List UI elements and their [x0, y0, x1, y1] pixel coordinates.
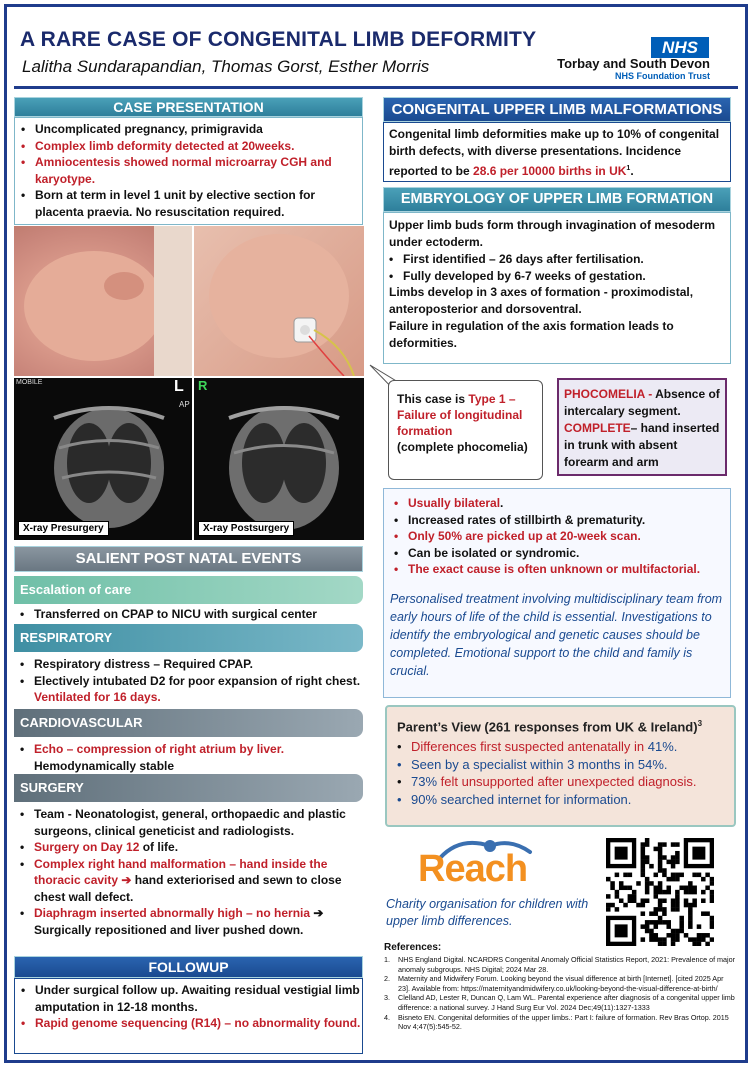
- xray-postsurgery: [194, 378, 364, 540]
- xray-mobile-label: MOBILE: [16, 379, 43, 386]
- qr-module: [658, 868, 663, 873]
- qr-module: [632, 890, 637, 895]
- qr-module: [654, 907, 659, 912]
- malf-text-end: .: [630, 164, 634, 178]
- qr-module: [688, 886, 693, 891]
- qr-module: [671, 933, 676, 938]
- qr-module: [641, 898, 646, 903]
- qr-module: [658, 898, 663, 903]
- qr-module: [645, 886, 650, 891]
- followup-header: FOLLOWUP: [14, 956, 363, 978]
- qr-module: [615, 907, 620, 912]
- ref-1: 1: [626, 165, 631, 172]
- fact-item: [388, 495, 726, 512]
- qr-module: [705, 873, 710, 878]
- qr-module: [662, 898, 667, 903]
- qr-module: [658, 864, 663, 869]
- qr-module: [654, 894, 659, 899]
- qr-module: [610, 886, 615, 891]
- fact-item: • Increased rates of stillbirth & prematurity.: [388, 512, 726, 529]
- qr-finder: [692, 847, 705, 860]
- qr-module: [701, 937, 706, 942]
- qr-module: [645, 881, 650, 886]
- qr-module: [675, 894, 680, 899]
- qr-module: [658, 855, 663, 860]
- qr-module: [671, 855, 676, 860]
- qr-module: [641, 868, 646, 873]
- qr-module: [658, 920, 663, 925]
- xray-post-image: [194, 378, 364, 540]
- qr-module: [662, 855, 667, 860]
- case-presentation-header: CASE PRESENTATION: [14, 97, 363, 117]
- qr-module: [692, 942, 697, 946]
- trust-name: Torbay and South Devon: [557, 56, 710, 71]
- qr-module: [688, 920, 693, 925]
- case-item: • Complex limb deformity detected at 20weeks.: [15, 138, 362, 155]
- qr-module: [641, 903, 646, 908]
- incidence-value: 28.6 per 10000 births in UK: [473, 164, 627, 178]
- qr-module: [684, 898, 689, 903]
- qr-module: [688, 881, 693, 886]
- qr-module: [658, 886, 663, 891]
- parent-item-text: felt unsupported after unexpected diagnosis.: [440, 774, 697, 790]
- qr-module: [692, 903, 697, 908]
- malformations-box: [383, 122, 731, 182]
- qr-module: [658, 890, 663, 895]
- xray-presurgery: [14, 378, 192, 540]
- qr-module: [641, 847, 646, 852]
- case-type-pre: This case is: [397, 392, 469, 406]
- qr-module: [662, 868, 667, 873]
- qr-module: [658, 903, 663, 908]
- resp-item: [14, 673, 363, 706]
- qr-module: [692, 898, 697, 903]
- parent-item: • Seen by a specialist within 3 months in 54%.: [391, 756, 730, 774]
- fact-item: • Only 50% are picked up at 20-week scan.: [388, 528, 726, 545]
- surgery-item: [14, 856, 363, 906]
- qr-module: [641, 842, 646, 847]
- arrow-right-icon: ➔: [121, 873, 132, 887]
- surgery-item: [14, 905, 363, 938]
- qr-module: [697, 873, 702, 878]
- qr-module: [692, 890, 697, 895]
- header-divider: [14, 86, 738, 89]
- qr-module: [671, 860, 676, 865]
- parent-item: [391, 773, 730, 791]
- qr-module: [610, 903, 615, 908]
- qr-module: [675, 890, 680, 895]
- qr-module: [641, 911, 646, 916]
- qr-finder: [615, 924, 628, 937]
- cardio-echo-text: Echo – compression of right atrium by liver.: [34, 742, 285, 756]
- qr-module: [654, 886, 659, 891]
- qr-module: [671, 903, 676, 908]
- parents-title: [391, 715, 730, 735]
- qr-module: [615, 890, 620, 895]
- qr-module: [615, 873, 620, 878]
- qr-module: [619, 898, 624, 903]
- case-item: • Uncomplicated pregnancy, primigravida: [15, 121, 362, 138]
- qr-module: [654, 890, 659, 895]
- reference-text: Bisneto EN. Congenital deformities of the upper limbs.: Part I: failure of formation. Rev Bras Ortop. 2015 Nov 4;47(5):545-52.: [398, 1012, 729, 1032]
- complete-heading: COMPLETE: [564, 421, 631, 435]
- case-item: • Amniocentesis showed normal microarray CGH and karyotype.: [15, 154, 362, 187]
- parent-item-pct: 41%.: [647, 739, 678, 755]
- respiratory-subheader: RESPIRATORY: [14, 624, 363, 652]
- qr-module: [710, 924, 714, 929]
- qr-module: [662, 920, 667, 925]
- qr-module: [692, 886, 697, 891]
- parent-item: • 90% searched internet for information.: [391, 791, 730, 809]
- qr-module: [623, 886, 628, 891]
- qr-module: [662, 937, 667, 942]
- qr-module: [623, 903, 628, 908]
- resp-item-2-text: Electively intubated D2 for poor expansion of right chest.: [34, 673, 361, 688]
- surgery-item: [14, 839, 363, 856]
- qr-module: [705, 886, 710, 891]
- qr-module: [671, 942, 676, 946]
- qr-module: [636, 881, 641, 886]
- parents-view-box: [385, 705, 736, 827]
- surgery-item: • Team - Neonatologist, general, orthopaedic and plastic surgeons, clinical geneticist and radiologists.: [14, 806, 363, 839]
- poster-title: A RARE CASE OF CONGENITAL LIMB DEFORMITY: [20, 28, 537, 51]
- ref-3: 3: [697, 719, 703, 728]
- reference-text: NHS England Digital. NCARDRS Congenital Anomaly Official Statistics Report, 2021: Prevalence of major anomaly subgroups. NHS Digital; 2024 Mar 28.: [398, 955, 736, 974]
- fact-item: • The exact cause is often unknown or multifactorial.: [388, 561, 726, 578]
- reach-logo: Reach: [418, 848, 528, 890]
- escalation-item: [14, 606, 363, 623]
- qr-module: [641, 855, 646, 860]
- fact-text: Usually bilateral: [408, 496, 501, 510]
- qr-module: [658, 907, 663, 912]
- qr-module: [662, 842, 667, 847]
- qr-module: [688, 937, 693, 942]
- qr-module: [628, 873, 633, 878]
- qr-module: [688, 924, 693, 929]
- escalation-text: Transferred on CPAP to NICU with surgical center: [34, 607, 317, 621]
- case-type-callout: [388, 380, 543, 480]
- qr-module: [701, 911, 706, 916]
- qr-module: [662, 890, 667, 895]
- reach-tagline: Charity organisation for children with upper limb differences.: [386, 897, 589, 928]
- qr-module: [666, 860, 671, 865]
- qr-module: [692, 873, 697, 878]
- fact-tail: .: [500, 496, 504, 510]
- qr-module: [632, 894, 637, 899]
- qr-module: [697, 937, 702, 942]
- qr-module: [645, 877, 650, 882]
- qr-module: [679, 886, 684, 891]
- qr-module: [697, 942, 702, 946]
- qr-module: [684, 886, 689, 891]
- infant-photo-1: [14, 226, 192, 376]
- phocomelia-def: Absence of intercalary segment.: [564, 387, 720, 418]
- qr-module: [654, 937, 659, 942]
- references-title: References:: [384, 942, 442, 953]
- qr-module: [658, 942, 663, 946]
- reference-item: 2. Maternity and Midwifery Forum. Looking beyond the visual difference at birth [Internet]. [cited 2025 Apr 23]. Available from: https://maternityandmidwifery.co.uk/looking-beyond-the-visual-difference-at-birth/: [384, 974, 724, 993]
- qr-module: [710, 881, 714, 886]
- qr-module: [671, 877, 676, 882]
- qr-module: [679, 873, 684, 878]
- authors: Lalitha Sundarapandian, Thomas Gorst, Esther Morris: [22, 57, 430, 76]
- qr-module: [710, 920, 714, 925]
- malf-text: Congenital limb deformities make up to 10% of congenital birth defects, with diverse presentations. Incidence reported to be: [389, 127, 720, 178]
- infant-photo-2-shape: [194, 226, 364, 376]
- diaphragm-text: Diaphragm inserted abnormally high – no hernia: [34, 906, 314, 920]
- qr-module: [615, 894, 620, 899]
- embryo-p2: Limbs develop in 3 axes of formation - proximodistal, anteroposterior and dorsoventral.: [389, 285, 694, 316]
- parent-item-text: Differences first suspected antenatally in: [411, 739, 648, 755]
- qr-module: [671, 842, 676, 847]
- surgery-day-tail: of life.: [139, 840, 179, 854]
- qr-module: [688, 903, 693, 908]
- fact-item: • Can be isolated or syndromic.: [388, 545, 726, 562]
- complete-def: – hand inserted in trunk with absent forearm and arm: [564, 421, 720, 469]
- qr-module: [671, 898, 676, 903]
- qr-module: [645, 924, 650, 929]
- qr-module: [688, 916, 693, 921]
- qr-module: [658, 847, 663, 852]
- embryology-header: EMBRYOLOGY OF UPPER LIMB FORMATION: [383, 187, 731, 212]
- qr-module: [705, 933, 710, 938]
- cardiovascular-subheader: CARDIOVASCULAR: [14, 709, 363, 737]
- qr-module: [636, 903, 641, 908]
- qr-module: [606, 907, 611, 912]
- qr-module: [671, 907, 676, 912]
- embryology-box: [383, 212, 731, 364]
- followup-item: • Under surgical follow up. Awaiting residual vestigial limb amputation in 12-18 months.: [15, 982, 362, 1015]
- qr-module: [649, 937, 654, 942]
- qr-module: [654, 920, 659, 925]
- qr-module: [671, 937, 676, 942]
- qr-module: [701, 933, 706, 938]
- qr-code[interactable]: [606, 838, 714, 946]
- qr-module: [675, 873, 680, 878]
- qr-module: [628, 894, 633, 899]
- qr-module: [666, 886, 671, 891]
- qr-module: [701, 877, 706, 882]
- qr-module: [666, 877, 671, 882]
- qr-module: [641, 937, 646, 942]
- qr-module: [649, 864, 654, 869]
- case-presentation-box: [14, 117, 363, 225]
- qr-module: [666, 924, 671, 929]
- qr-module: [710, 877, 714, 882]
- qr-module: [658, 916, 663, 921]
- qr-module: [610, 881, 615, 886]
- reference-item: 3. Clelland AD, Lester R, Duncan Q, Lam WL. Parental experience after diagnosis of a congenital upper limb difference: a national survey. J Hand Surg Eur Vol. 2024 Dec;49(11):1327-1333: [384, 993, 735, 1012]
- parent-item-pct: 73%: [411, 774, 441, 790]
- qr-module: [654, 847, 659, 852]
- qr-module: [710, 894, 714, 899]
- reference-text: Maternity and Midwifery Forum. Looking beyond the visual difference at birth [Internet]. [cited 2025 Apr 23]. Available from: https://maternityandmidwifery.co.uk/looking-beyond-the-visual-difference-at-birth/: [398, 974, 724, 993]
- qr-module: [697, 933, 702, 938]
- qr-module: [623, 873, 628, 878]
- qr-module: [641, 873, 646, 878]
- followup-item: • Rapid genome sequencing (R14) – no abnormality found.: [15, 1015, 362, 1032]
- case-item: • Born at term in level 1 unit by elective section for placenta praevia. No resuscitation required.: [15, 187, 362, 220]
- surgery-day: Surgery on Day 12: [34, 840, 140, 854]
- qr-module: [671, 864, 676, 869]
- qr-module: [649, 929, 654, 934]
- embryo-p3: Failure in regulation of the axis formation leads to deformities.: [389, 319, 674, 350]
- qr-module: [658, 881, 663, 886]
- infant-photo-2: [194, 226, 364, 376]
- resp-item: • Respiratory distress – Required CPAP.: [14, 656, 363, 673]
- qr-module: [641, 864, 646, 869]
- qr-module: [606, 894, 611, 899]
- qr-module: [684, 890, 689, 895]
- qr-module: [654, 933, 659, 938]
- qr-module: [645, 898, 650, 903]
- qr-module: [679, 916, 684, 921]
- qr-module: [688, 907, 693, 912]
- embryo-p1: Upper limb buds form through invagination of mesoderm under ectoderm.: [389, 218, 716, 249]
- qr-module: [688, 911, 693, 916]
- qr-module: [662, 873, 667, 878]
- arrow-right-icon: ➔: [313, 906, 324, 920]
- qr-module: [710, 937, 714, 942]
- qr-module: [675, 842, 680, 847]
- qr-module: [671, 873, 676, 878]
- qr-module: [619, 886, 624, 891]
- surgery-subheader: SURGERY: [14, 774, 363, 802]
- embryo-bullet: • First identified – 26 days after fertilisation.: [383, 251, 725, 268]
- qr-module: [705, 911, 710, 916]
- escalation-subheader: Escalation of care: [14, 576, 363, 604]
- case-type-value: Type 1 – Failure of longitudinal formation: [397, 392, 523, 438]
- qr-module: [645, 929, 650, 934]
- diaphragm-repositioned-text: Surgically repositioned and liver pushed down.: [34, 922, 304, 937]
- hand-malformation-text: Complex right hand malformation – hand inside the thoracic cavity: [34, 856, 328, 887]
- malformations-header: CONGENITAL UPPER LIMB MALFORMATIONS: [383, 97, 731, 122]
- parent-item: [391, 738, 730, 756]
- embryo-bullet: • Fully developed by 6-7 weeks of gestation.: [383, 268, 725, 285]
- qr-module: [641, 924, 646, 929]
- qr-module: [675, 860, 680, 865]
- parents-title-text: Parent’s View (261 responses from UK & Ireland): [397, 719, 698, 735]
- qr-module: [666, 890, 671, 895]
- qr-module: [675, 929, 680, 934]
- qr-module: [645, 838, 650, 843]
- qr-module: [641, 860, 646, 865]
- references-list: [384, 955, 736, 1032]
- qr-module: [641, 851, 646, 856]
- qr-module: [675, 907, 680, 912]
- trust-subtitle: NHS Foundation Trust: [615, 71, 710, 81]
- qr-module: [701, 890, 706, 895]
- qr-module: [684, 933, 689, 938]
- phocomelia-box: [557, 378, 727, 476]
- nhs-logo: NHS: [651, 37, 709, 58]
- qr-module: [688, 890, 693, 895]
- qr-module: [628, 886, 633, 891]
- qr-module: [662, 907, 667, 912]
- qr-module: [658, 851, 663, 856]
- qr-module: [697, 924, 702, 929]
- qr-module: [666, 933, 671, 938]
- qr-module: [645, 920, 650, 925]
- qr-module: [692, 937, 697, 942]
- qr-module: [628, 898, 633, 903]
- qr-module: [619, 881, 624, 886]
- qr-module: [658, 842, 663, 847]
- qr-module: [675, 903, 680, 908]
- xray-post-label: X-ray Postsurgery: [198, 521, 294, 536]
- salient-header: SALIENT POST NATAL EVENTS: [14, 546, 363, 572]
- xray-r-marker: R: [198, 378, 208, 393]
- qr-module: [671, 929, 676, 934]
- qr-module: [662, 911, 667, 916]
- xray-pre-label: X-ray Presurgery: [18, 521, 109, 536]
- qr-module: [654, 911, 659, 916]
- qr-module: [675, 851, 680, 856]
- qr-module: [705, 942, 710, 946]
- xray-l-marker: L: [174, 378, 184, 395]
- qr-module: [649, 933, 654, 938]
- qr-module: [606, 903, 611, 908]
- qr-module: [649, 911, 654, 916]
- qr-module: [679, 920, 684, 925]
- facts-italic: Personalised treatment involving multidisciplinary team from early hours of life of the child is essential. Investigations to identify the embryological and genetic causes should be completed. Emotional support to the child and family is crucial.: [390, 591, 723, 678]
- qr-module: [675, 933, 680, 938]
- phocomelia-heading: PHOCOMELIA -: [564, 387, 656, 401]
- qr-module: [684, 903, 689, 908]
- infant-photo-1-shape: [14, 226, 192, 376]
- facts-box: [383, 488, 731, 698]
- qr-module: [649, 881, 654, 886]
- xray-pre-image: [14, 378, 192, 540]
- xray-ap-label: AP: [179, 400, 190, 409]
- qr-module: [658, 860, 663, 865]
- reference-text: Clelland AD, Lester R, Duncan Q, Lam WL. Parental experience after diagnosis of a congenital upper limb difference: a national survey. J Hand Surg Eur Vol. 2024 Dec;49(11):1327-1333: [398, 993, 735, 1012]
- qr-module: [645, 855, 650, 860]
- qr-module: [662, 942, 667, 946]
- qr-module: [654, 924, 659, 929]
- qr-module: [679, 924, 684, 929]
- qr-module: [632, 898, 637, 903]
- qr-module: [645, 842, 650, 847]
- followup-box: [14, 978, 363, 1054]
- qr-module: [675, 855, 680, 860]
- qr-module: [701, 898, 706, 903]
- cardio-stable-text: Hemodynamically stable: [34, 758, 175, 773]
- qr-module: [679, 929, 684, 934]
- reference-item: 1. NHS England Digital. NCARDRS Congenital Anomaly Official Statistics Report, 2021: Prevalence of major anomaly subgroups. NHS Digital; 2024 Mar 28.: [384, 955, 736, 974]
- qr-module: [645, 860, 650, 865]
- qr-module: [645, 890, 650, 895]
- qr-module: [710, 916, 714, 921]
- cardio-item: [14, 741, 363, 774]
- qr-module: [710, 898, 714, 903]
- qr-module: [606, 877, 611, 882]
- qr-module: [675, 898, 680, 903]
- qr-module: [666, 920, 671, 925]
- qr-module: [675, 937, 680, 942]
- qr-module: [649, 920, 654, 925]
- qr-module: [710, 890, 714, 895]
- case-type-post: (complete phocomelia): [397, 440, 528, 454]
- qr-module: [658, 937, 663, 942]
- hand-exteriorised-text: hand exteriorised and sewn to close chest wall defect.: [34, 873, 342, 904]
- qr-module: [675, 877, 680, 882]
- qr-module: [654, 873, 659, 878]
- reference-item: 4. Bisneto EN. Congenital deformities of the upper limbs.: Part I: failure of formation. Rev Bras Ortop. 2015 Nov 4;47(5):545-52.: [384, 1012, 729, 1032]
- ventilated-days: Ventilated for 16 days.: [34, 690, 161, 704]
- qr-finder: [615, 847, 628, 860]
